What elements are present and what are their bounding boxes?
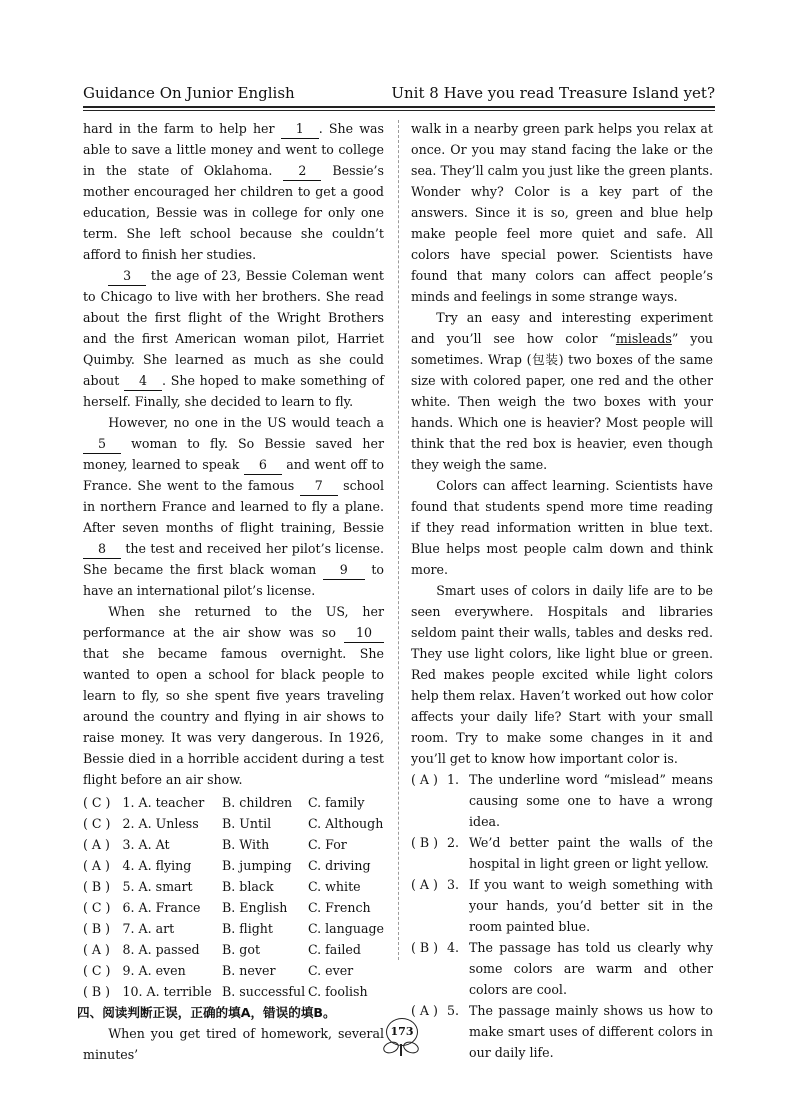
answer: ( A ) xyxy=(83,942,110,957)
option-a: 9. A. even xyxy=(122,963,186,978)
option-b: B. jumping xyxy=(222,858,292,873)
option-row xyxy=(83,834,384,855)
blank: 7 xyxy=(300,477,338,496)
option-a: 3. A. At xyxy=(122,837,170,852)
question-number: 2. xyxy=(447,835,460,850)
blank: 3 xyxy=(108,267,146,286)
option-c: C. family xyxy=(307,795,365,810)
option-row xyxy=(83,918,384,939)
question-list xyxy=(411,769,713,1063)
page-header xyxy=(83,82,715,108)
blank: 2 xyxy=(283,162,321,181)
passage-paragraph: Try an easy and interesting experiment and you’ll see how color “misleads” you sometimes. Wrap (包装) two boxes of the same size with colored paper, one red and the other white. Then weigh the two boxes with your hands. Which one is heavier? Most people will think that the red box is heavier, even though they weigh the same. xyxy=(411,310,714,472)
option-c: C. Although xyxy=(307,816,384,831)
option-b: B. With xyxy=(222,837,270,852)
option-b: B. successful xyxy=(222,984,306,999)
question-item xyxy=(411,937,713,1000)
option-a: 8. A. passed xyxy=(122,942,200,957)
answer: ( C ) xyxy=(83,963,111,978)
passage-paragraph: However, no one in the US would teach a 5 woman to fly. So Bessie saved her money, learned to speak 6 and went off to France. She went to the famous 7 school in northern France and learned to fly a plane. After seven months of flight training, Bessie 8 the test and received her pilot’s license. She became the first black woman 9 to have an international pilot’s license. xyxy=(83,415,384,598)
question-item xyxy=(411,832,713,874)
question-item xyxy=(411,769,713,832)
option-row xyxy=(83,813,384,834)
question-text: We’d better paint the walls of the hospital in light green or light yellow. xyxy=(469,835,713,871)
option-c: C. failed xyxy=(307,942,361,957)
blank: 9 xyxy=(323,561,365,580)
right-column xyxy=(411,118,713,1063)
blank: 4 xyxy=(124,372,162,391)
left-column xyxy=(77,118,385,1065)
option-a: 5. A. smart xyxy=(122,879,193,894)
page-number-text: 173 xyxy=(386,1018,418,1046)
unit-title: Unit 8 Have you read Treasure Island yet? xyxy=(391,84,715,102)
option-row xyxy=(83,981,384,1002)
answer: ( A ) xyxy=(83,858,110,873)
option-c: C. French xyxy=(307,900,371,915)
passage-paragraph: hard in the farm to help her 1 . She was able to save a little money and went to college in the state of Oklahoma. 2 Bessie’s mother encouraged her children to get a good education, Bessie was in college for only one term. She left school because she couldn’t afford to finish her studies. xyxy=(83,121,384,262)
answer: ( C ) xyxy=(83,816,111,831)
options-table xyxy=(83,792,384,1002)
passage-paragraph: When you get tired of homework, several minutes’ xyxy=(83,1026,384,1062)
question-answer: ( B ) xyxy=(411,940,439,955)
option-c: C. For xyxy=(307,837,347,852)
option-a: 10. A. terrible xyxy=(122,984,212,999)
question-item xyxy=(411,1000,713,1063)
option-row xyxy=(83,792,384,813)
passage-paragraph: Colors can affect learning. Scientists have found that students spend more time reading if they read information written in blue text. Blue helps most people calm down and think more. xyxy=(411,478,713,577)
question-text: The passage mainly shows us how to make smart uses of different colors in our daily life. xyxy=(469,1003,713,1060)
option-b: B. black xyxy=(222,879,274,894)
option-row xyxy=(83,855,384,876)
option-a: 1. A. teacher xyxy=(122,795,205,810)
blank: 5 xyxy=(83,435,121,454)
question-number: 3. xyxy=(447,877,460,892)
option-c: C. language xyxy=(307,921,384,936)
option-c: C. driving xyxy=(307,858,371,873)
passage-paragraph: Smart uses of colors in daily life are to be seen everywhere. Hospitals and libraries seldom paint their walls, tables and desks red. They use light colors, like light blue or green. Red makes people excited while light colors help them relax. Haven’t worked out how color affects your daily life? Start with your small room. Try to make some changes in it and you’ll get to know how important color is. xyxy=(411,583,713,766)
option-row xyxy=(83,876,384,897)
question-answer: ( B ) xyxy=(411,835,439,850)
book-title: Guidance On Junior English xyxy=(83,84,295,102)
question-text: The passage has told us clearly why some colors are warm and other colors are cool. xyxy=(469,940,713,997)
option-row xyxy=(83,960,384,981)
option-c: C. white xyxy=(307,879,361,894)
passage-paragraph: When she returned to the US, her performance at the air show was so 10 that she became famous overnight. She wanted to open a school for black people to learn to fly, so she spent five years traveling around the country and flying in air shows to raise money. It was very dangerous. In 1926, Bessie died in a horrible accident during a test flight before an air show. xyxy=(83,604,384,787)
option-a: 2. A. Unless xyxy=(122,816,199,831)
answer: ( C ) xyxy=(83,900,111,915)
question-answer: ( A ) xyxy=(411,877,438,892)
question-text: The underline word “mislead” means causing some one to have a wrong idea. xyxy=(469,772,713,829)
option-b: B. flight xyxy=(222,921,273,936)
passage-paragraph: walk in a nearby green park helps you relax at once. Or you may stand facing the lake or the sea. They’ll calm you just like the green plants. Wonder why? Color is a key part of the answers. Since it is so, green and blue help make people feel more quiet and safe. All colors have special power. Scientists have found that many colors can affect people’s minds and feelings in some strange ways. xyxy=(411,121,713,304)
question-number: 5. xyxy=(447,1003,460,1018)
option-row xyxy=(83,897,384,918)
passage-paragraph: 3 the age of 23, Bessie Coleman went to Chicago to live with her brothers. She read about the first flight of the Wright Brothers and the first American woman pilot, Harriet Quimby. She learned as much as she could about 4 . She hoped to make something of herself. Finally, she decided to learn to fly. xyxy=(83,268,385,409)
option-c: C. foolish xyxy=(307,984,368,999)
answer: ( C ) xyxy=(83,795,111,810)
blank: 6 xyxy=(244,456,282,475)
blank: 10 xyxy=(344,624,384,643)
question-text: If you want to weigh something with your hands, you’d better sit in the room painted blue. xyxy=(469,877,713,934)
question-number: 4. xyxy=(447,940,460,955)
option-a: 6. A. France xyxy=(122,900,201,915)
option-b: B. got xyxy=(222,942,261,957)
option-a: 4. A. flying xyxy=(122,858,192,873)
section-title: 四、阅读判断正误，正确的填A，错误的填B。 xyxy=(77,1005,336,1020)
leaf-icon xyxy=(402,1040,421,1056)
question-answer: ( A ) xyxy=(411,1003,438,1018)
question-number: 1. xyxy=(447,772,460,787)
option-row xyxy=(83,939,384,960)
question-answer: ( A ) xyxy=(411,772,438,787)
option-b: B. children xyxy=(222,795,293,810)
answer: ( A ) xyxy=(83,837,110,852)
answer: ( B ) xyxy=(83,921,111,936)
page-number xyxy=(377,1014,425,1058)
answer: ( B ) xyxy=(83,879,111,894)
option-c: C. ever xyxy=(307,963,354,978)
stem-icon xyxy=(400,1044,402,1056)
blank: 8 xyxy=(83,540,121,559)
column-divider xyxy=(398,120,399,960)
option-b: B. Until xyxy=(222,816,272,831)
option-b: B. English xyxy=(222,900,288,915)
answer: ( B ) xyxy=(83,984,111,999)
blank: 1 xyxy=(281,120,319,139)
option-b: B. never xyxy=(222,963,276,978)
option-a: 7. A. art xyxy=(122,921,175,936)
question-item xyxy=(411,874,713,937)
underlined-word: misleads xyxy=(615,331,672,346)
